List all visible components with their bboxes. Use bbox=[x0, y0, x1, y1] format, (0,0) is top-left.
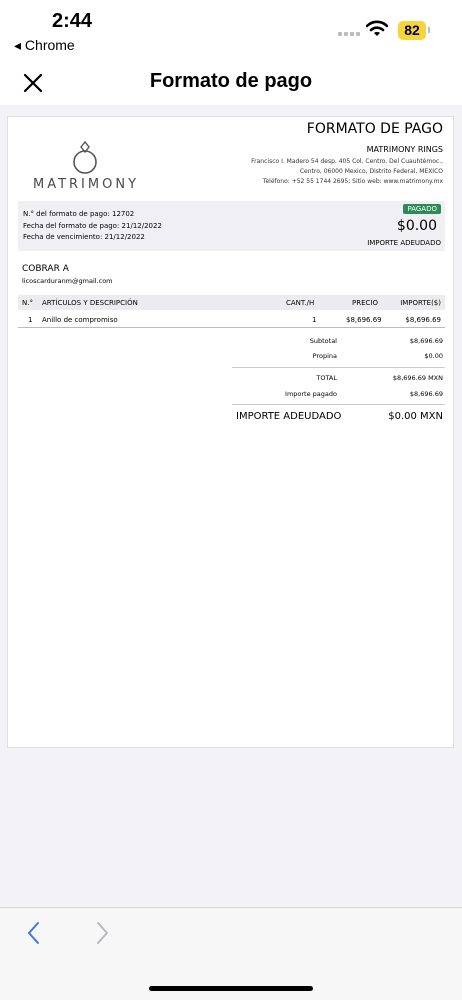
document-title: FORMATO DE PAGO bbox=[306, 121, 443, 137]
row-description: Anillo de compromiso bbox=[42, 316, 118, 324]
invoice-info-box bbox=[18, 201, 445, 251]
battery-tip bbox=[428, 27, 430, 33]
row-price: $8,696.69 bbox=[346, 316, 382, 324]
invoice-due-date: Fecha de vencimiento: 21/12/2022 bbox=[23, 233, 145, 241]
table-row bbox=[18, 313, 445, 328]
chevron-left-icon[interactable] bbox=[24, 920, 44, 946]
page-title: Formato de pago bbox=[149, 70, 313, 92]
final-amount-due-label: IMPORTE ADEUDADO bbox=[236, 411, 342, 422]
back-to-app-link[interactable]: ◂ Chrome bbox=[14, 37, 75, 53]
invoice-date: Fecha del formato de pago: 21/12/2022 bbox=[23, 222, 162, 230]
summary-divider-2 bbox=[232, 404, 445, 405]
brand-logo-text: MATRIMONY bbox=[32, 177, 140, 192]
chevron-right-icon[interactable] bbox=[92, 920, 112, 946]
status-badge: PAGADO bbox=[403, 204, 441, 214]
tip-label: Propina bbox=[312, 352, 337, 360]
nav-bar bbox=[0, 60, 462, 105]
status-bar bbox=[0, 0, 462, 60]
amount-due-label: IMPORTE ADEUDADO bbox=[367, 239, 441, 247]
bill-to-label: COBRAR A bbox=[22, 264, 69, 274]
row-number: 1 bbox=[28, 316, 33, 324]
row-quantity: 1 bbox=[312, 316, 317, 324]
company-name: MATRIMONY RINGS bbox=[366, 145, 443, 154]
bottom-toolbar bbox=[0, 907, 462, 1000]
row-amount: $8,696.69 bbox=[405, 316, 441, 324]
company-address-line2: Centro, 06000 Mexico, Distrito Federal, MEXICO bbox=[299, 168, 443, 175]
items-table-header bbox=[18, 295, 445, 310]
amount-paid-value: $8,696.69 bbox=[409, 390, 443, 398]
tip-value: $0.00 bbox=[424, 352, 443, 360]
cellular-signal-icon bbox=[338, 32, 360, 36]
home-indicator bbox=[149, 986, 313, 991]
header-number: N.° bbox=[22, 299, 33, 307]
header-amount: IMPORTE($) bbox=[400, 299, 441, 307]
battery-icon: 82 bbox=[398, 21, 426, 40]
invoice-number: N.° del formato de pago: 12702 bbox=[23, 210, 135, 218]
total-value: $8,696.69 MXN bbox=[392, 374, 443, 382]
header-quantity: CANT./H bbox=[286, 299, 315, 307]
status-time: 2:44 bbox=[52, 10, 93, 32]
summary-divider bbox=[232, 367, 445, 368]
amount-paid-label: Importe pagado bbox=[285, 390, 337, 398]
total-label: TOTAL bbox=[316, 374, 337, 382]
header-description: ARTÍCULOS Y DESCRIPCIÓN bbox=[42, 299, 138, 307]
subtotal-label: Subtotal bbox=[309, 337, 337, 345]
payment-document bbox=[7, 116, 454, 748]
company-address-line1: Francisco I. Madero 54 desp. 405 Col. Centro. Del Cuauhtémoc., bbox=[251, 158, 443, 165]
final-amount-due-value: $0.00 MXN bbox=[388, 411, 443, 422]
amount-due-value: $0.00 bbox=[396, 218, 437, 234]
wifi-icon bbox=[366, 20, 388, 38]
header-price: PRECIO bbox=[352, 299, 378, 307]
subtotal-value: $8,696.69 bbox=[409, 337, 443, 345]
ring-logo-icon bbox=[70, 139, 100, 175]
company-contact-line: Teléfono: +52 55 1744 2695; Sitio web: www.matrimony.mx bbox=[262, 178, 443, 185]
bill-to-email: licoscarduranm@gmail.com bbox=[22, 277, 113, 285]
